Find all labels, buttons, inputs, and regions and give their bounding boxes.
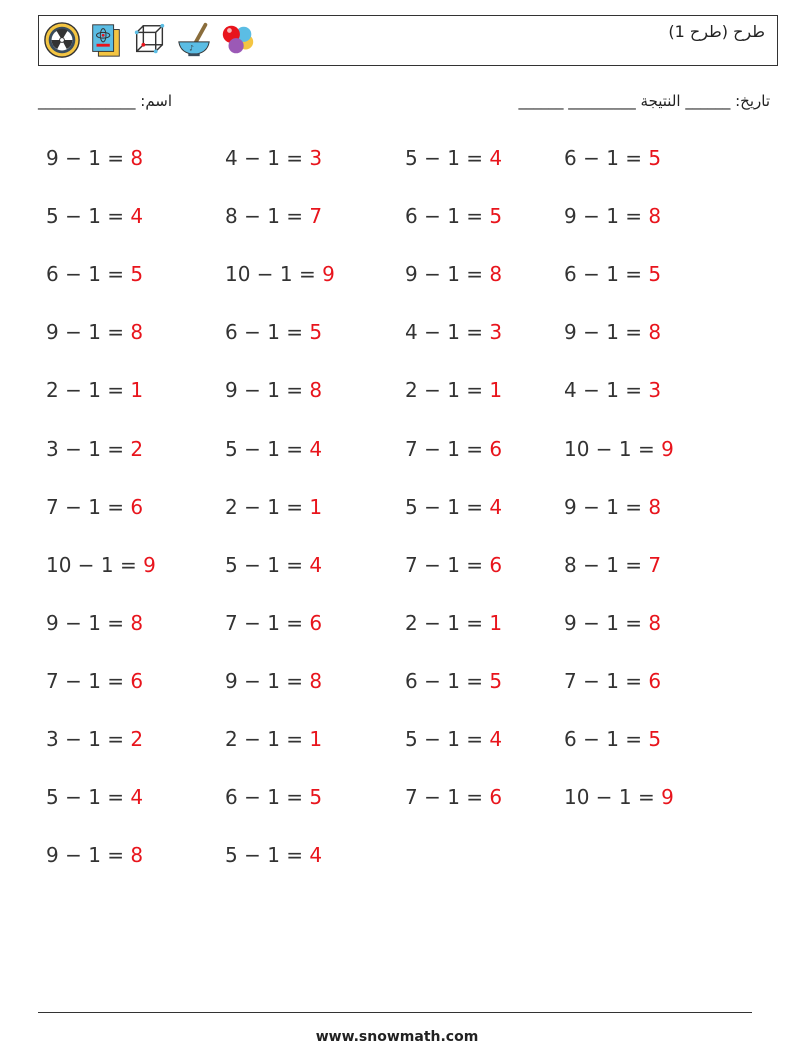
problem-expression: 9 − 1 = (46, 320, 131, 345)
problem-answer: 6 (648, 668, 662, 693)
problem-item (225, 146, 322, 170)
problem-expression: 9 − 1 = (46, 146, 131, 170)
problem-answer: 2 (130, 727, 144, 751)
problem-item (564, 146, 661, 170)
problem-item (46, 262, 143, 286)
problem-answer: 4 (489, 727, 503, 751)
cube-icon (131, 21, 169, 59)
problem-answer: 4 (130, 785, 144, 810)
problem-expression: 6 − 1 = (564, 727, 649, 751)
problem-expression: 10 − 1 = (564, 785, 662, 810)
problem-answer: 9 (661, 436, 674, 461)
problem-expression: 9 − 1 = (225, 378, 310, 403)
problem-expression: 7 − 1 = (225, 610, 310, 635)
problem-item (564, 727, 661, 751)
name-field: اسم: _____________ (38, 92, 173, 110)
problem-item (46, 669, 143, 693)
problem-item (564, 437, 674, 461)
problem-answer: 8 (489, 262, 503, 287)
problem-answer: 8 (130, 843, 144, 868)
problem-answer: 1 (309, 727, 323, 751)
problem-answer: 9 (322, 262, 335, 287)
problem-answer: 3 (489, 320, 503, 345)
problem-answer: 1 (130, 378, 144, 403)
problem-item (564, 320, 661, 344)
problem-item (225, 785, 322, 809)
problem-expression: 4 − 1 = (405, 320, 490, 345)
problem-answer: 8 (648, 204, 662, 229)
radiation-icon (43, 21, 81, 59)
problem-answer: 5 (489, 204, 503, 229)
problem-item (225, 262, 335, 286)
problem-expression: 6 − 1 = (46, 262, 131, 287)
problem-item (405, 204, 502, 228)
problem-item (564, 378, 661, 402)
problem-item (46, 611, 143, 635)
problem-item (46, 437, 143, 461)
problem-expression: 5 − 1 = (46, 204, 131, 229)
problem-expression: 7 − 1 = (46, 494, 131, 519)
problem-answer: 8 (130, 610, 144, 635)
problem-expression: 3 − 1 = (46, 727, 131, 751)
problem-item (405, 727, 502, 751)
problem-expression: 5 − 1 = (225, 843, 310, 868)
problem-item (225, 669, 322, 693)
problem-answer: 8 (309, 668, 323, 693)
problem-answer: 5 (489, 668, 503, 693)
icon-strip (43, 21, 257, 59)
problem-item (46, 320, 143, 344)
problem-item (405, 495, 502, 519)
problem-item (225, 727, 322, 751)
problem-expression: 2 − 1 = (225, 494, 310, 519)
problem-item (225, 204, 322, 228)
footer-divider (38, 1012, 752, 1013)
problem-expression: 9 − 1 = (46, 610, 131, 635)
problem-answer: 5 (309, 320, 323, 345)
problem-expression: 3 − 1 = (46, 436, 131, 461)
problem-item (405, 669, 502, 693)
problem-answer: 6 (309, 610, 323, 635)
problem-item (46, 785, 143, 809)
problem-expression: 9 − 1 = (564, 610, 649, 635)
problem-answer: 4 (489, 494, 503, 519)
problem-answer: 1 (309, 494, 323, 519)
problem-expression: 2 − 1 = (46, 378, 131, 403)
problem-expression: 6 − 1 = (225, 785, 310, 810)
problem-answer: 5 (648, 146, 662, 170)
problem-expression: 2 − 1 = (405, 378, 490, 403)
problem-answer: 2 (130, 436, 144, 461)
problem-answer: 4 (309, 436, 323, 461)
problem-item (564, 553, 661, 577)
problem-item (564, 669, 661, 693)
problem-item (405, 146, 502, 170)
problem-item (225, 843, 322, 867)
problem-answer: 5 (130, 262, 144, 287)
balloons-icon (219, 21, 257, 59)
problem-expression: 5 − 1 = (405, 494, 490, 519)
problem-answer: 8 (648, 610, 662, 635)
problem-answer: 8 (309, 378, 323, 403)
problem-item (405, 378, 502, 402)
problem-answer: 4 (489, 146, 503, 170)
problem-item (46, 378, 143, 402)
problem-expression: 4 − 1 = (564, 378, 649, 403)
problem-item (225, 495, 322, 519)
problem-expression: 7 − 1 = (405, 552, 490, 577)
problem-expression: 10 − 1 = (46, 552, 144, 577)
footer-website: www.snowmath.com (315, 1029, 479, 1045)
problem-expression: 4 − 1 = (225, 146, 310, 170)
problem-expression: 9 − 1 = (46, 843, 131, 868)
problem-expression: 2 − 1 = (405, 610, 490, 635)
problem-answer: 7 (309, 204, 323, 229)
problem-expression: 6 − 1 = (225, 320, 310, 345)
problem-expression: 5 − 1 = (225, 436, 310, 461)
problem-expression: 5 − 1 = (225, 552, 310, 577)
problem-expression: 6 − 1 = (564, 146, 649, 170)
problem-item (46, 843, 143, 867)
problem-answer: 4 (309, 843, 323, 868)
problem-expression: 2 − 1 = (225, 727, 310, 751)
problem-answer: 6 (130, 668, 144, 693)
problem-expression: 5 − 1 = (405, 146, 490, 170)
mortar-pestle-icon (175, 21, 213, 59)
problem-expression: 9 − 1 = (405, 262, 490, 287)
problem-item (564, 495, 661, 519)
problem-answer: 4 (130, 204, 144, 229)
problem-expression: 7 − 1 = (405, 436, 490, 461)
problem-expression: 9 − 1 = (564, 204, 649, 229)
worksheet-title: طرح (طرح 1) (668, 22, 765, 41)
problem-answer: 6 (489, 436, 503, 461)
problem-expression: 10 − 1 = (564, 436, 662, 461)
problem-answer: 6 (130, 494, 144, 519)
problem-answer: 6 (489, 552, 503, 577)
problem-answer: 4 (309, 552, 323, 577)
problem-answer: 5 (648, 727, 662, 751)
problem-answer: 6 (489, 785, 503, 810)
problem-item (46, 204, 143, 228)
problem-answer: 1 (489, 610, 503, 635)
problem-expression: 7 − 1 = (405, 785, 490, 810)
problem-item (225, 437, 322, 461)
problem-expression: 8 − 1 = (225, 204, 310, 229)
problem-item (405, 437, 502, 461)
problem-item (405, 611, 502, 635)
problem-expression: 6 − 1 = (405, 204, 490, 229)
problem-answer: 3 (648, 378, 662, 403)
problem-item (225, 611, 322, 635)
problem-item (46, 727, 143, 751)
problem-expression: 6 − 1 = (405, 668, 490, 693)
problem-item (46, 495, 143, 519)
problem-answer: 8 (648, 494, 662, 519)
problem-expression: 9 − 1 = (564, 494, 649, 519)
date-score-field: تاريخ: ______ النتيجة _________ ______ (518, 92, 770, 110)
problem-answer: 8 (130, 146, 144, 170)
problem-answer: 8 (648, 320, 662, 345)
problem-item (225, 378, 322, 402)
problem-expression: 8 − 1 = (564, 552, 649, 577)
problem-expression: 6 − 1 = (564, 262, 649, 287)
problem-item (405, 785, 502, 809)
problem-answer: 3 (309, 146, 323, 170)
problem-expression: 7 − 1 = (564, 668, 649, 693)
problem-answer: 9 (661, 785, 674, 810)
worksheet-header (38, 15, 778, 66)
problem-answer: 8 (130, 320, 144, 345)
problem-expression: 5 − 1 = (405, 727, 490, 751)
problem-answer: 9 (143, 552, 156, 577)
problem-item (225, 320, 322, 344)
problem-item (225, 553, 322, 577)
problem-item (46, 553, 156, 577)
problem-item (564, 611, 661, 635)
problem-item (46, 146, 143, 170)
problem-item (405, 553, 502, 577)
problem-expression: 5 − 1 = (46, 785, 131, 810)
problem-item (564, 262, 661, 286)
problem-expression: 9 − 1 = (564, 320, 649, 345)
problem-answer: 7 (648, 552, 662, 577)
problem-answer: 5 (309, 785, 323, 810)
problem-item (564, 204, 661, 228)
science-book-icon (87, 21, 125, 59)
problem-answer: 1 (489, 378, 503, 403)
problem-expression: 9 − 1 = (225, 668, 310, 693)
problem-expression: 7 − 1 = (46, 668, 131, 693)
problem-item (405, 262, 502, 286)
problem-item (405, 320, 502, 344)
problem-expression: 10 − 1 = (225, 262, 323, 287)
svg-text:♪: ♪ (189, 43, 195, 53)
problem-item (564, 785, 674, 809)
problem-answer: 5 (648, 262, 662, 287)
